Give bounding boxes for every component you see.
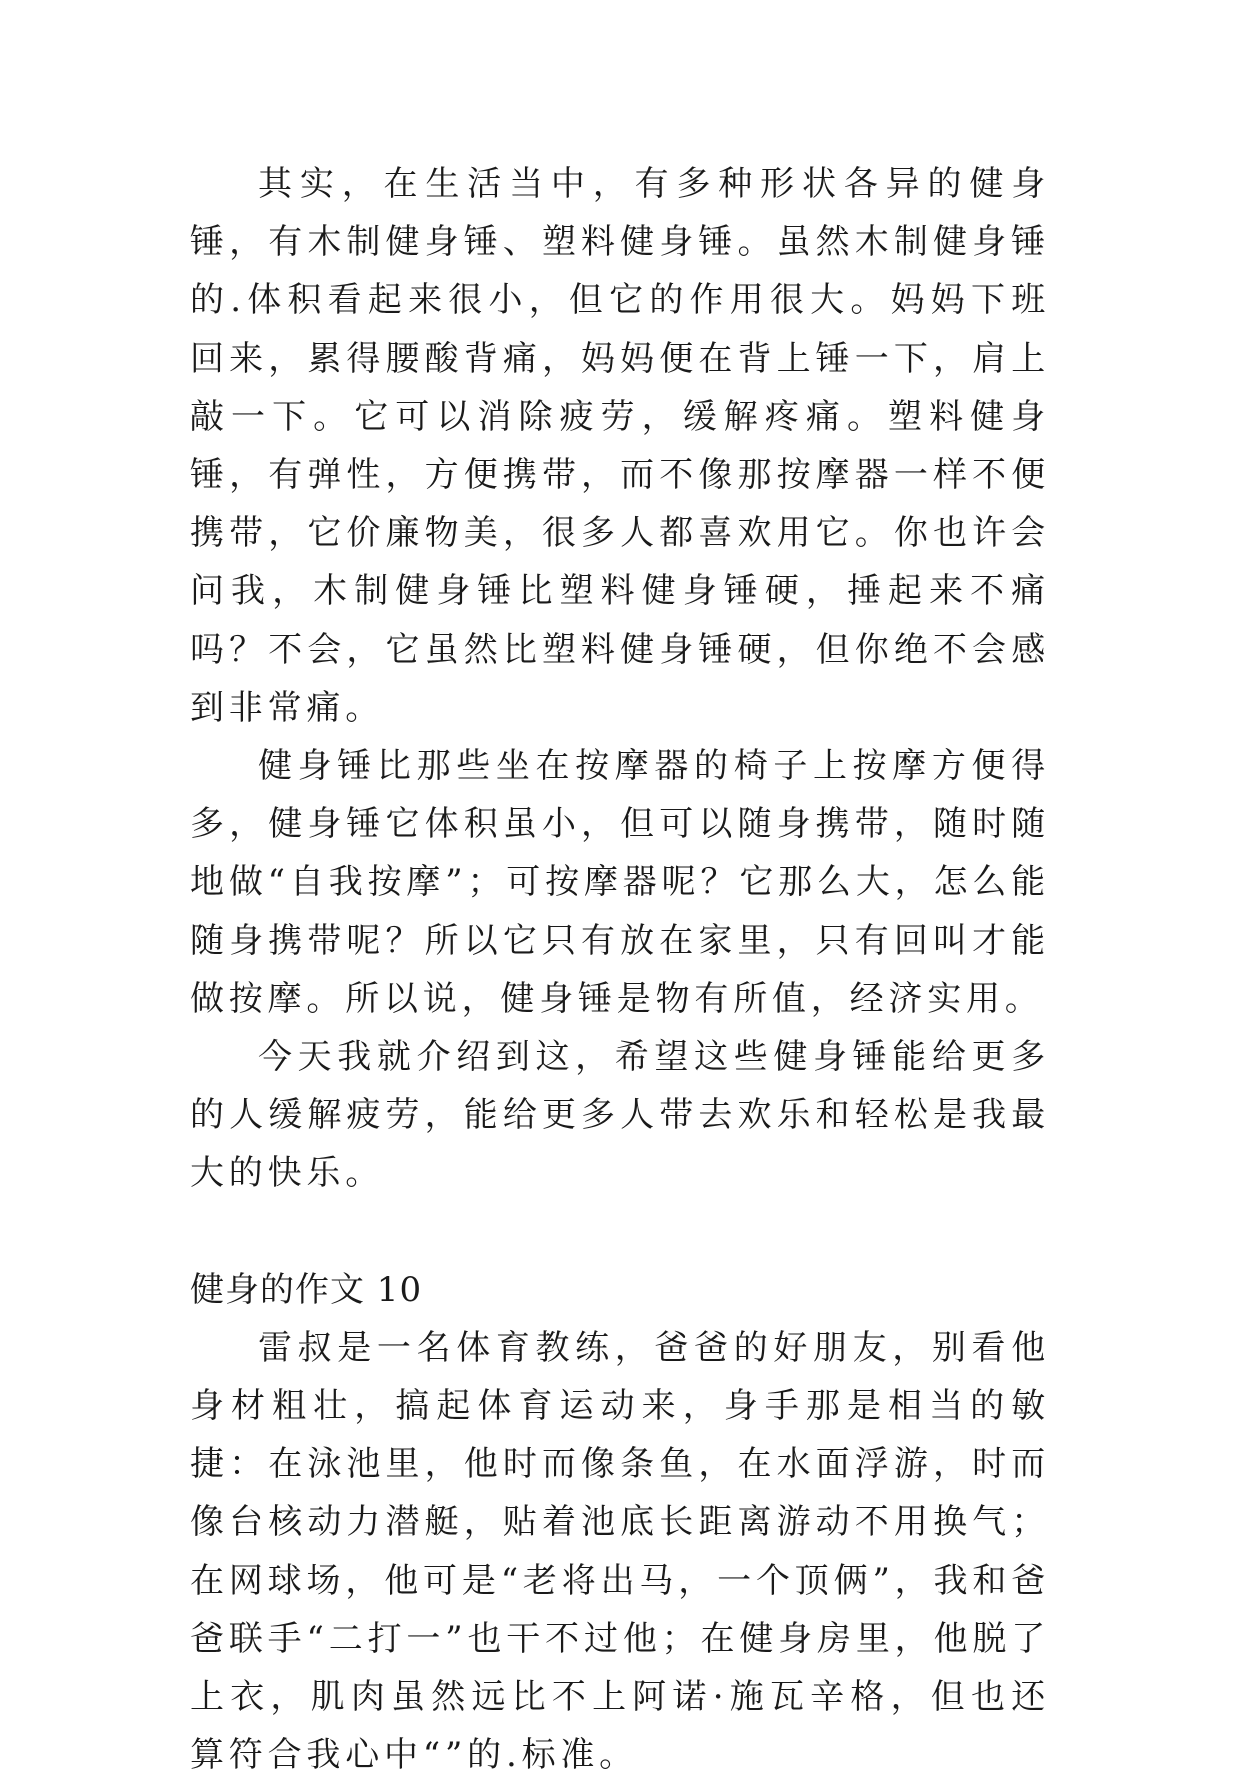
body-paragraph: 其实，在生活当中，有多种形状各异的健身锤，有木制健身锤、塑料健身锤。虽然木制健身锤的.体积看起来很小，但它的作用很大。妈妈下班回来，累得腰酸背痛，妈妈便在背上锤一下，肩上敲一下。它可以消除疲劳，缓解疼痛。塑料健身锤，有弹性，方便携带，而不像那按摩器一样不便携带，它价廉物美，很多人都喜欢用它。你也许会问我，木制健身锤比塑料健身锤硬，捶起来不痛吗？不会，它虽然比塑料健身锤硬，但你绝不会感到非常痛。 (190, 164, 1050, 728)
body-paragraph: 雷叔是一名体育教练，爸爸的好朋友，别看他身材粗壮，搞起体育运动来，身手那是相当的敏捷：在泳池里，他时而像条鱼，在水面浮游，时而像台核动力潜艇，贴着池底长距离游动不用换气；在网球场，他可是“老将出马，一个顶俩”，我和爸爸联手“二打一”也干不过他；在健身房里，他脱了上衣，肌肉虽然远比不上阿诺·施瓦辛格，但也还算符合我心中“”的.标准。 (190, 1327, 1050, 1776)
body-paragraph: 健身锤比那些坐在按摩器的椅子上按摩方便得多，健身锤它体积虽小，但可以随身携带，随时随地做“自我按摩”；可按摩器呢？它那么大，怎么能随身携带呢？所以它只有放在家里，只有回叫才能做按摩。所以说，健身锤是物有所值，经济实用。 (190, 746, 1050, 1019)
section-heading: 健身的作文 10 (190, 1269, 423, 1310)
body-paragraph: 今天我就介绍到这，希望这些健身锤能给更多的人缓解疲劳，能给更多人带去欢乐和轻松是我最大的快乐。 (190, 1037, 1050, 1194)
document-page (190, 155, 1050, 1784)
